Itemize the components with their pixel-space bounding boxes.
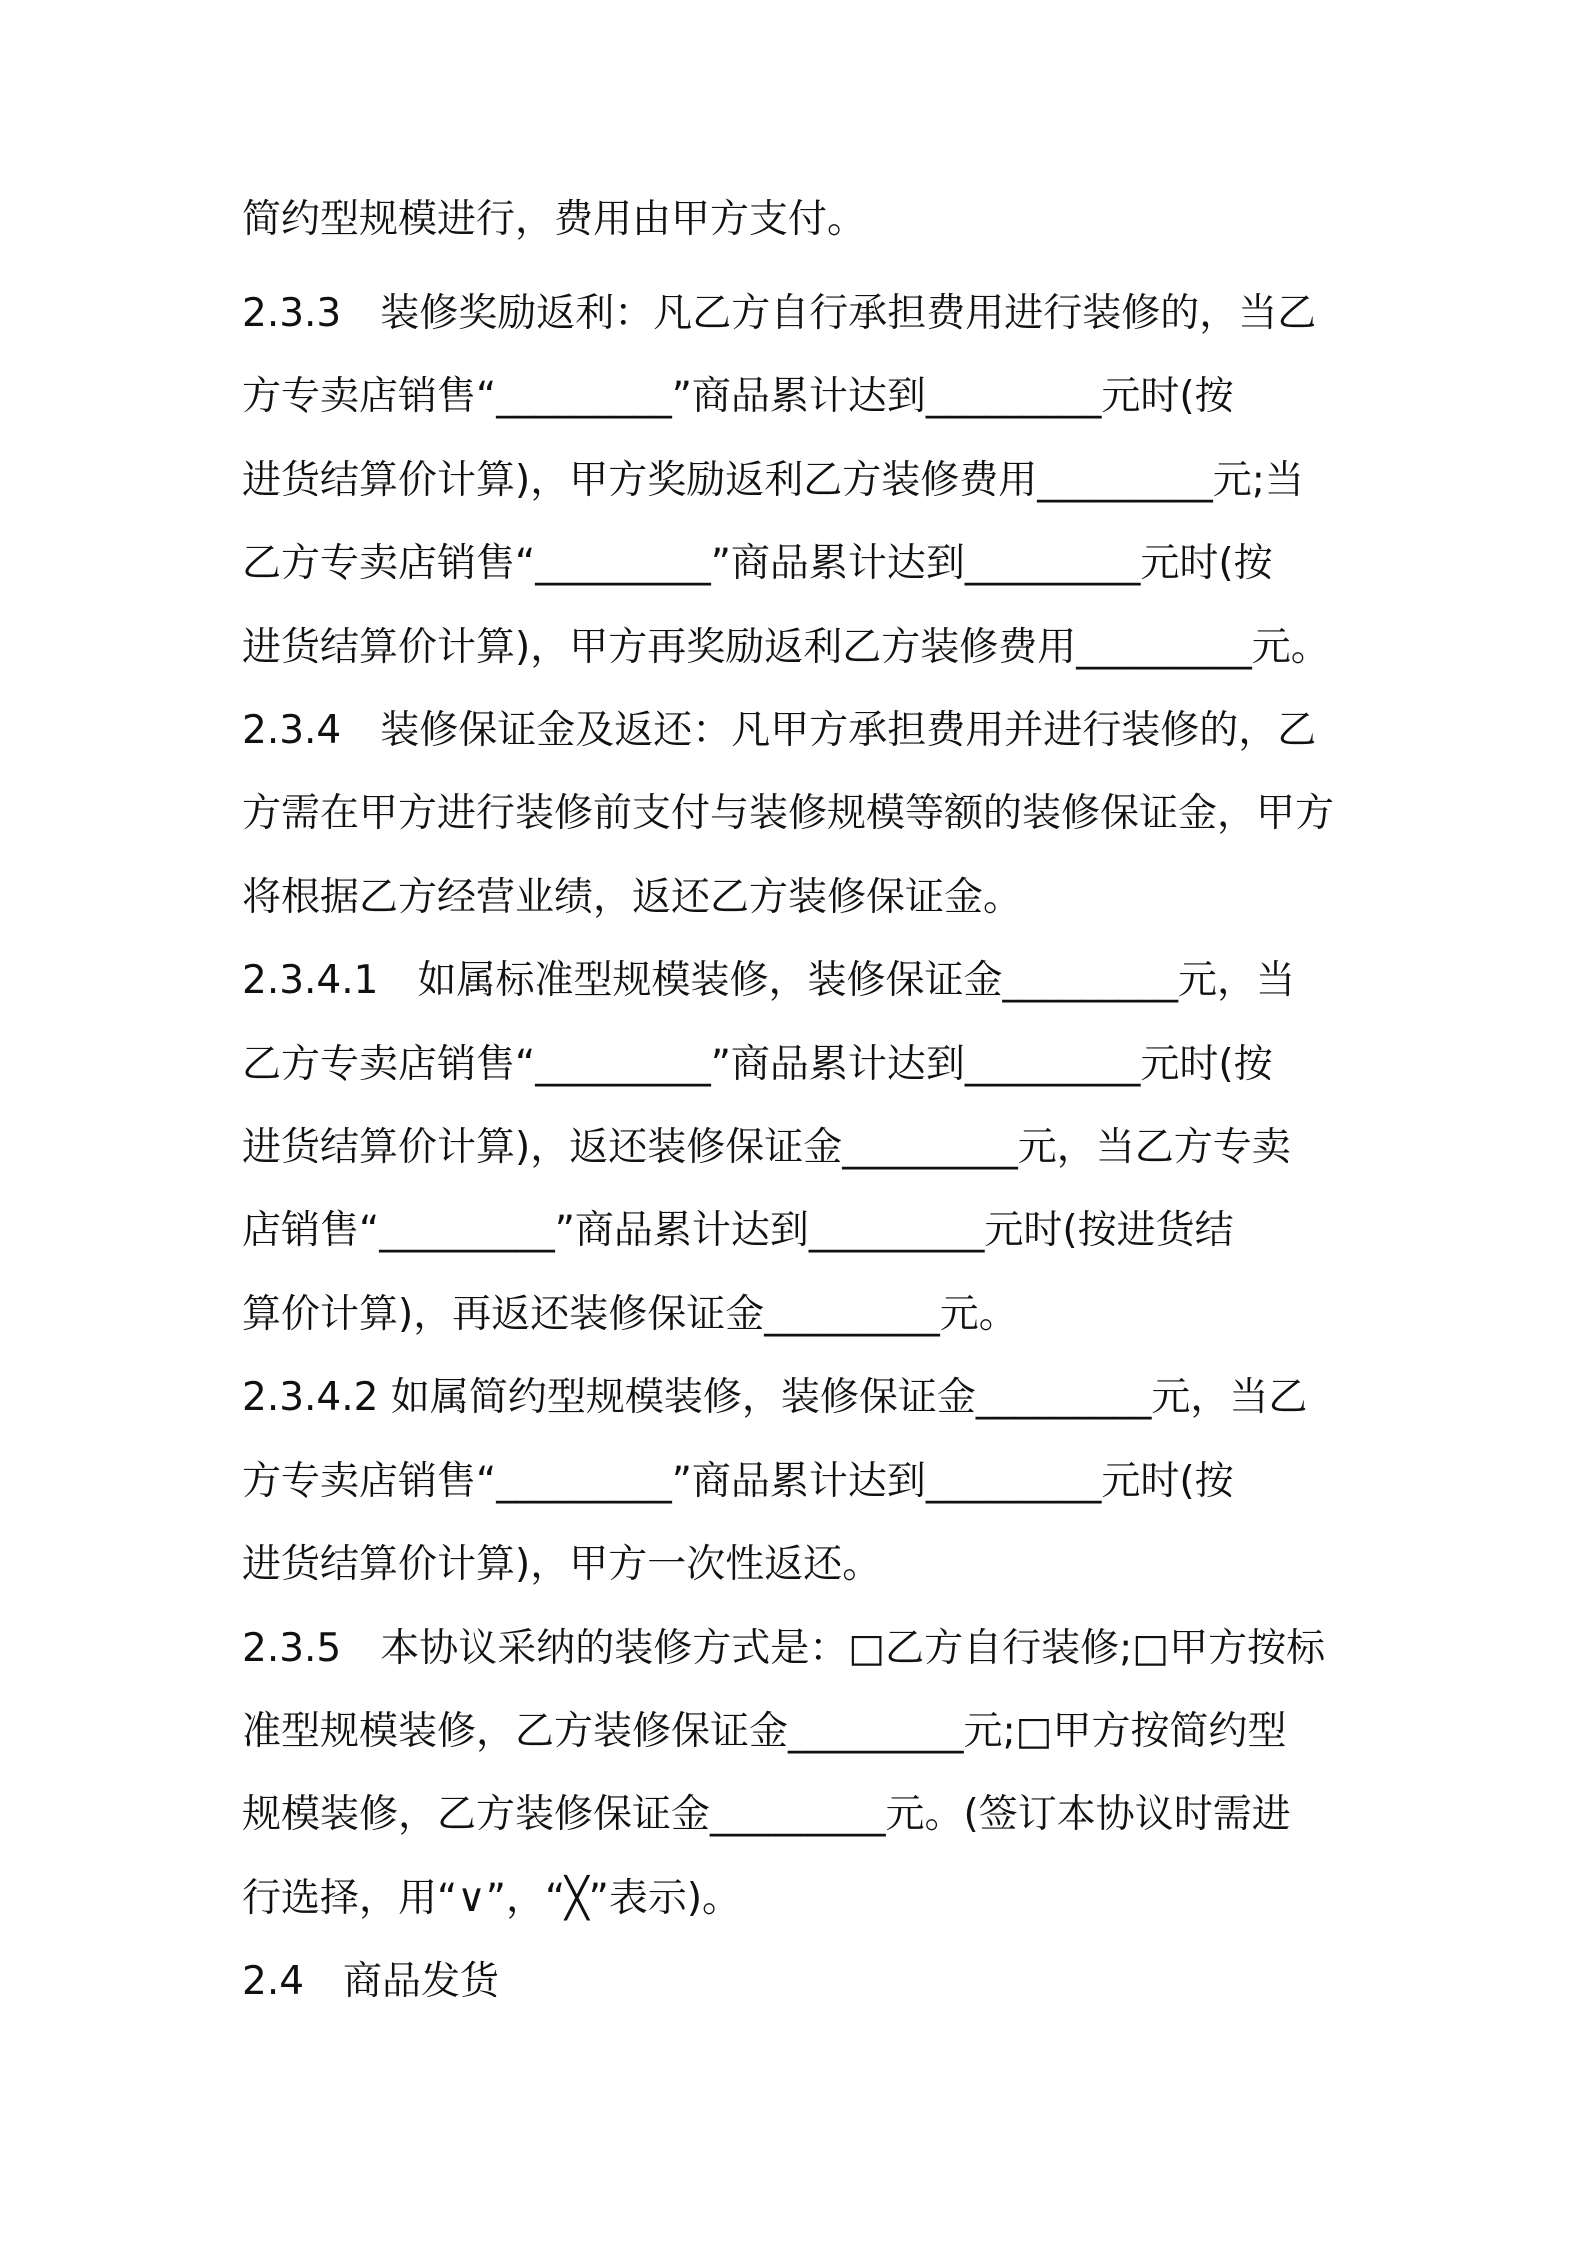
text-line-5: 乙方专卖店销售“_________”商品累计达到_________元时(按 — [242, 541, 1273, 586]
text-line-2: 2.3.3 装修奖励返利：凡乙方自行承担费用进行装修的，当乙 — [242, 291, 1317, 336]
text-line-13: 店销售“_________”商品累计达到_________元时(按进货结 — [242, 1208, 1234, 1253]
text-line-8: 方需在甲方进行装修前支付与装修规模等额的装修保证金，甲方 — [242, 791, 1335, 836]
text-line-7: 2.3.4 装修保证金及返还：凡甲方承担费用并进行装修的，乙 — [242, 708, 1317, 753]
text-line-19: 准型规模装修，乙方装修保证金_________元;□甲方按简约型 — [242, 1709, 1287, 1754]
text-line-15: 2.3.4.2 如属简约型规模装修，装修保证金_________元，当乙 — [242, 1375, 1308, 1420]
text-line-22: 2.4 商品发货 — [242, 1959, 500, 2004]
text-line-4: 进货结算价计算)，甲方奖励返利乙方装修费用_________元;当 — [242, 458, 1304, 503]
text-line-16: 方专卖店销售“_________”商品累计达到_________元时(按 — [242, 1459, 1234, 1504]
text-line-3: 方专卖店销售“_________”商品累计达到_________元时(按 — [242, 374, 1234, 419]
text-line-17: 进货结算价计算)，甲方一次性返还。 — [242, 1542, 882, 1587]
text-line-21: 行选择，用“∨”，“╳”表示)。 — [242, 1876, 742, 1921]
text-line-1: 简约型规模进行，费用由甲方支付。 — [242, 197, 867, 242]
text-line-12: 进货结算价计算)，返还装修保证金_________元，当乙方专卖 — [242, 1125, 1291, 1170]
text-line-9: 将根据乙方经营业绩，返还乙方装修保证金。 — [242, 875, 1023, 920]
text-line-18: 2.3.5 本协议采纳的装修方式是：□乙方自行装修;□甲方按标 — [242, 1626, 1326, 1671]
text-line-11: 乙方专卖店销售“_________”商品累计达到_________元时(按 — [242, 1042, 1273, 1087]
text-line-20: 规模装修，乙方装修保证金_________元。(签订本协议时需进 — [242, 1792, 1291, 1837]
text-line-6: 进货结算价计算)，甲方再奖励返利乙方装修费用_________元。 — [242, 625, 1330, 670]
text-line-10: 2.3.4.1 如属标准型规模装修，装修保证金_________元，当 — [242, 958, 1295, 1003]
text-line-14: 算价计算)，再返还装修保证金_________元。 — [242, 1292, 1018, 1337]
